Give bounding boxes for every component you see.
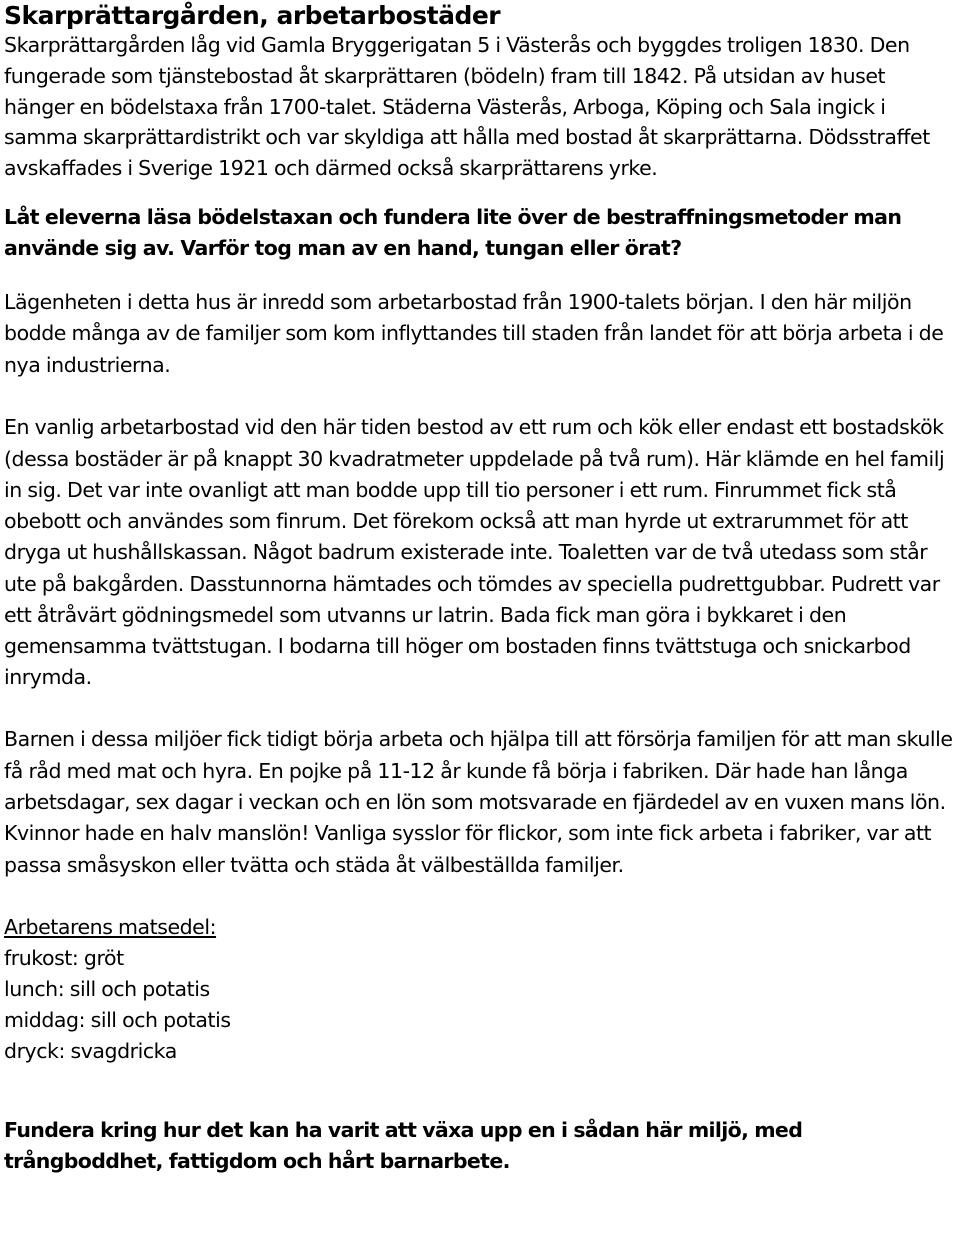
page-title: Skarprättargården, arbetarbostäder (4, 1, 501, 30)
apartment-paragraph: Lägenheten i detta hus är inredd som arbetarbostad från 1900-talets början. I den här miljön bodde många av de familjer som kom inflyttandes till staden från landet för att börja arbeta i de nya industrierna. (4, 289, 944, 377)
menu-heading: Arbetarens matsedel: (4, 914, 217, 939)
intro-paragraph: Skarprättargården låg vid Gamla Bryggerigatan 5 i Västerås och byggdes troligen 1830. Den fungerade som tjänstebostad åt skarprättaren (bödeln) fram till 1842. På utsidan av huset hänger en bödelstaxa från 1700-talet. Städerna Västerås, Arboga, Köping och Sala ingick i samma skarprättardistrikt och var skyldiga att hålla med bostad åt skarprättarna. Dödsstraffet avskaffades i Sverige 1921 och därmed också skarprättarens yrke. (4, 33, 930, 181)
menu-item-dinner: middag: sill och potatis (4, 1007, 231, 1032)
menu-item-lunch: lunch: sill och potatis (4, 976, 210, 1001)
closing-paragraph: Fundera kring hur det kan ha varit att växa upp en i sådan här miljö, med trångboddhet, fattigdom och hårt barnarbete. (4, 1117, 803, 1174)
teacher-question-paragraph: Låt eleverna läsa bödelstaxan och fundera lite över de bestraffningsmetoder man använde sig av. Varför tog man av en hand, tungan eller örat? (4, 204, 902, 261)
dwelling-paragraph: En vanlig arbetarbostad vid den här tiden bestod av ett rum och kök eller endast ett bostadskök (dessa bostäder är på knappt 30 kvadratmeter uppdelade på två rum). Här klämde en hel familj in sig. Det var inte ovanligt att man bodde upp till tio personer i ett rum. Finrummet fick stå obebott och användes som finrum. Det förekom också att man hyrde ut extrarummet för att dryga ut hushållskassan. Något badrum existerade inte. Toaletten var de två utedass som står ute på bakgården. Dasstunnorna hämtades och tömdes av speciella pudrettgubbar. Pudrett var ett åtråvärt gödningsmedel som utvanns ur latrin. Bada fick man göra i bykkaret i den gemensamma tvättstugan. I bodarna till höger om bostaden finns tvättstuga och snickarbod inrymda. (4, 415, 945, 690)
menu-item-drink: dryck: svagdricka (4, 1038, 177, 1063)
children-paragraph: Barnen i dessa miljöer fick tidigt börja arbeta och hjälpa till att försörja familjen för att man skulle få råd med mat och hyra. En pojke på 11-12 år kunde få börja i fabriken. Där hade han långa arbetsdagar, sex dagar i veckan och en lön som motsvarade en fjärdedel av en vuxen mans lön. Kvinnor hade en halv manslön! Vanliga sysslor för flickor, som inte fick arbeta i fabriker, var att passa småsyskon eller tvätta och städa åt välbeställda familjer. (4, 727, 953, 877)
document-page (4, 0, 960, 1178)
menu-item-breakfast: frukost: gröt (4, 945, 124, 970)
menu-section (4, 912, 960, 1067)
